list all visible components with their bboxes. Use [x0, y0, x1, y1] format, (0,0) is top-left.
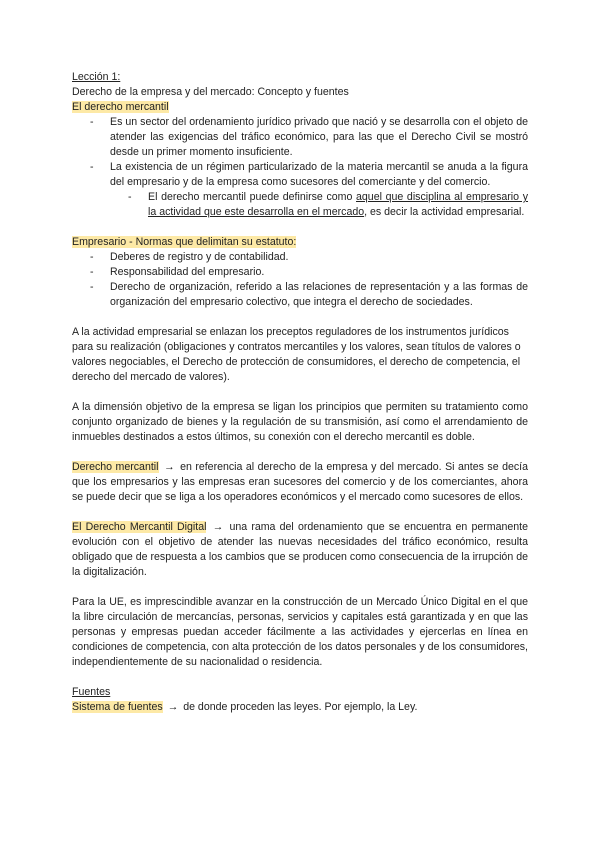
- lesson-title: Lección 1:: [72, 71, 121, 83]
- term-derecho-mercantil: Derecho mercantil: [72, 461, 159, 473]
- derecho-mercantil-list: [72, 115, 528, 220]
- list-item-text: La existencia de un régimen particularizado de la materia mercantil se anuda a la figura del empresario y de la empresa como sucesores del comerciante y del comercio.: [110, 161, 528, 188]
- arrow-icon: →: [212, 521, 224, 533]
- list-item: - Responsabilidad del empresario.: [110, 265, 528, 280]
- paragraph-text: en referencia al derecho de la empresa y del mercado. Si antes se decía que los empresarios y las empresas eran sucesores del comercio y de los comerciantes, ahora se puede decir que se liga a los operadores económicos y el mercado como sucesores de ellos.: [72, 461, 528, 503]
- list-item: - Deberes de registro y de contabilidad.: [110, 250, 528, 265]
- paragraph-derecho-mercantil-digital: [72, 520, 528, 580]
- paragraph-fuentes: [72, 700, 528, 715]
- paragraph-dimension: A la dimensión objetivo de la empresa se ligan los principios que permiten su tratamiento como conjunto organizado de bienes y la regulación de su transmisión, así como el arrendamiento de inmuebles destinados a estos últimos, su conexión con el derecho mercantil es doble.: [72, 401, 528, 443]
- paragraph-text: de donde proceden las leyes. Por ejemplo, la Ley.: [183, 701, 418, 713]
- paragraph-actividad: A la actividad empresarial se enlazan los preceptos reguladores de los instrumentos jurídicos para su realización (obligaciones y contratos mercantiles y los valores, sean títulos de valores o valores negociables, el Derecho de protección de consumidores, el derecho de competencia, el derecho del mercado de valores).: [72, 326, 521, 383]
- sub-list: [110, 190, 528, 220]
- definition-outro: , es decir la actividad empresarial.: [364, 206, 525, 218]
- arrow-icon: →: [163, 461, 175, 473]
- list-item: [110, 160, 528, 220]
- list-item: - Derecho de organización, referido a las relaciones de representación y a las formas de organización del empresario colectivo, que integra el derecho de sociedades.: [110, 280, 528, 310]
- section-heading-empresario: Empresario - Normas que delimitan su estatuto:: [72, 236, 297, 248]
- arrow-icon: →: [167, 701, 179, 713]
- term-sistema-de-fuentes: Sistema de fuentes: [72, 701, 163, 713]
- definition-intro: El derecho mercantil puede definirse como: [148, 191, 357, 203]
- section-heading-derecho-mercantil: El derecho mercantil: [72, 101, 169, 113]
- paragraph-derecho-mercantil: [72, 460, 528, 505]
- empresario-list: [72, 250, 528, 310]
- sub-list-item: [148, 190, 528, 220]
- lesson-subtitle: Derecho de la empresa y del mercado: Concepto y fuentes: [72, 86, 349, 98]
- definition-underlined: aquel que disciplina al empresario y la actividad que este desarrolla en el mercado: [148, 191, 528, 218]
- section-heading-fuentes: Fuentes: [72, 686, 111, 698]
- term-derecho-mercantil-digital: El Derecho Mercantil Digital: [72, 521, 207, 533]
- paragraph-ue: Para la UE, es imprescindible avanzar en la construcción de un Mercado Único Digital en el que la libre circulación de mercancías, personas, servicios y capitales está garantizada y en que las personas y empresas puedan acceder fácilmente a las actividades y ejercerlas en línea en condiciones de competencia, con alta protección de los datos personales y de los consumidores, independientemente de su nacionalidad o residencia.: [72, 596, 528, 668]
- paragraph-text: una rama del ordenamiento que se encuentra en permanente evolución con el objetivo de atender las nuevas necesidades del tráfico económico, resulta obligado que de respuesta a los cambios que se producen como consecuencia de la irrupción de la digitalización.: [72, 521, 528, 578]
- list-item: - Es un sector del ordenamiento jurídico privado que nació y se desarrolla con el objeto de atender las exigencias del tráfico económico, para las que el Derecho Civil se mostró desde un primer momento insuficiente.: [110, 115, 528, 160]
